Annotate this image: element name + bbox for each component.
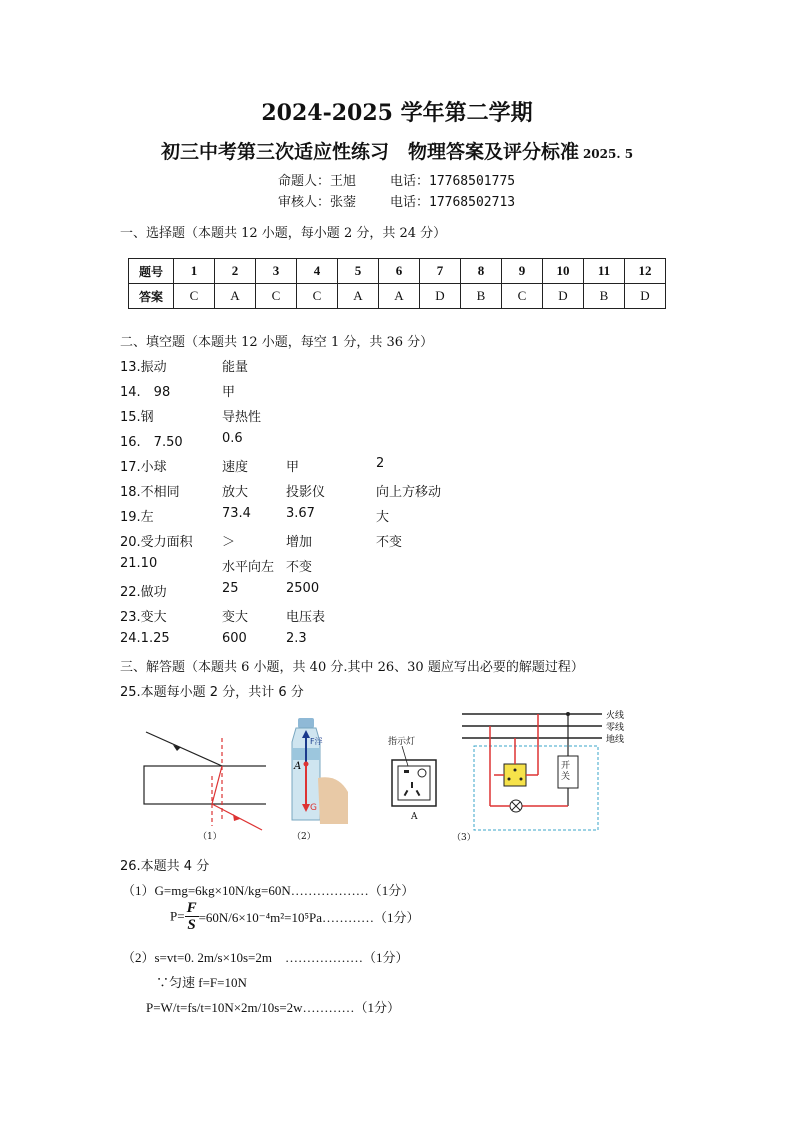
answer-cell: C [256,284,297,309]
fill-answer-first: 15.钢 [120,410,154,425]
fill-answer-blank: 投影仪 [286,485,326,500]
fill-answer-row [120,556,680,574]
fill-answer-row [120,406,680,424]
incident-ray [146,732,222,766]
fill-answer-blank: 变大 [222,610,249,625]
fill-answer-blank: 大 [376,510,390,525]
answer-cell: D [543,284,584,309]
reviewer-label: 审核人：张蓥 [278,195,357,210]
bottle-cap [298,718,314,728]
fill-answer-blank: 不变 [286,560,313,575]
answer-row-label: 答案 [129,284,174,309]
answer-cell: A [379,284,420,309]
fill-answer-row [120,431,680,449]
q26-p-left: P= [170,908,185,924]
neutral-label: 零线 [606,723,625,733]
indicator-led [404,770,409,773]
socket-caption: A [411,812,418,822]
year-tag: 2025. 5 [582,147,634,161]
author-phone: 电话：17768501775 [390,174,516,189]
fill-answer-blank: 不变 [376,535,403,550]
fill-answer-blank: 水平向左 [222,560,275,575]
fill-answer-blank: 甲 [222,385,236,400]
author-label: 命题人：王旭 [278,174,357,189]
circuit-figure [458,706,644,832]
switch-label: 开关 [561,761,571,782]
fill-answer-blank: ＞ [222,535,236,550]
socket-symbol [504,764,526,786]
live-label: 火线 [606,711,625,721]
fill-answer-row [120,531,680,549]
center-point [304,762,309,767]
fill-answer-blank: 速度 [222,460,249,475]
question-number-cell: 10 [543,259,584,284]
socket-hole-right [520,778,523,781]
fill-answer-row [120,356,680,374]
gravity-label: G [310,803,317,813]
section3-heading: 三、解答题（本题共 6 小题，共 40 分.其中 26、30 题应写出必要的解题过程） [120,660,584,675]
fill-answer-blank: 增加 [286,535,313,550]
fill-answer-row [120,456,680,474]
q25-heading: 25.本题每小题 2 分，共计 6 分 [120,685,304,700]
section2-heading: 二、填空题（本题共 12 小题，每空 1 分，共 36 分） [120,335,434,350]
q26-pressure-line [170,900,420,933]
pin-left [404,790,409,796]
section1-heading: 一、选择题（本题共 12 小题，每小题 2 分，共 24 分） [120,226,447,241]
question-row-label: 题号 [129,259,174,284]
answer-cell: A [338,284,379,309]
author-line [278,170,515,189]
fill-answer-first: 24.1.25 [120,631,170,646]
fill-answer-blank: 0.6 [222,431,243,446]
question-number-cell: 1 [174,259,215,284]
q26-p-right: =60N/6×10⁻⁴m²=10⁵Pa…………（1分） [198,910,420,925]
q26-step1: （1）G=mg=6kg×10N/kg=60N………………（1分） [122,883,415,898]
fill-answer-first: 22.做功 [120,585,167,600]
question-number-cell: 5 [338,259,379,284]
q26-step2: （2）s=vt=0. 2m/s×10s=2m ………………（1分） [122,950,409,965]
fill-answer-blank: 73.4 [222,506,251,521]
fig1-caption: （1） [198,832,222,842]
answer-table [128,258,666,309]
answer-cell: D [625,284,666,309]
fig2-caption: （2） [292,832,316,842]
fill-answer-row [120,381,680,399]
fill-answer-blank: 放大 [222,485,249,500]
fill-answer-blank: 2.3 [286,631,307,646]
fill-answer-blank: 3.67 [286,506,315,521]
dashed-box [474,746,598,830]
buoyancy-label: F浮 [310,737,323,746]
fill-answer-first: 18.不相同 [120,485,180,500]
q26-step3: ∵匀速 f=F=10N [156,975,247,990]
fill-answer-row [120,581,680,599]
fill-answer-first: 20.受力面积 [120,535,193,550]
fill-answer-blank: 导热性 [222,410,262,425]
question-number-cell: 2 [215,259,256,284]
answer-cell: C [502,284,543,309]
refraction-figure [136,728,266,840]
question-number-cell: 7 [420,259,461,284]
q26-step4: P=W/t=fs/t=10N×2m/10s=2w…………（1分） [146,1000,401,1015]
page-title: 2024-2025 学年第二学期 [261,100,533,126]
answer-cell: C [297,284,338,309]
fill-answer-first: 21.10 [120,556,158,571]
point-a-label: A [294,761,302,772]
question-number-cell: 11 [584,259,625,284]
subtitle-text: 初三中考第三次适应性练习 物理答案及评分标准 [160,141,579,163]
fill-answer-row [120,606,680,624]
fig3-caption: （3） [452,833,476,843]
q26-fraction [185,900,199,933]
pin-right [416,790,421,796]
question-number-cell: 8 [461,259,502,284]
fill-answer-blank: 2500 [286,581,320,596]
glass-block [144,766,266,804]
question-number-cell: 9 [502,259,543,284]
fill-answer-blank: 600 [222,631,247,646]
reviewer-line [278,191,515,210]
page-subtitle [0,137,794,164]
fill-answer-blank: 电压表 [286,610,326,625]
fill-answer-first: 13.振动 [120,360,167,375]
indicator-label: 指示灯 [388,737,416,747]
hand-shape [318,777,348,824]
indicator-pointer [402,746,408,766]
answer-cell: B [584,284,625,309]
ground-label: 地线 [606,735,625,745]
q26-heading: 26.本题共 4 分 [120,859,210,874]
fill-answer-row [120,631,680,649]
question-number-cell: 6 [379,259,420,284]
pin-top [411,782,413,788]
question-row [129,259,666,284]
fill-answer-first: 23.变大 [120,610,167,625]
question-number-cell: 4 [297,259,338,284]
question-number-cell: 3 [256,259,297,284]
fill-answer-row [120,481,680,499]
reviewer-phone: 电话：17768502713 [390,195,516,210]
fill-answer-blank: 2 [376,456,385,471]
fill-answer-first: 14. 98 [120,385,171,400]
refracted-ray [212,766,222,804]
fill-answer-blank: 25 [222,581,239,596]
socket-hole-left [508,778,511,781]
fill-answer-blank: 能量 [222,360,249,375]
fill-answer-blank: 甲 [286,460,300,475]
fill-answer-row [120,506,680,524]
fill-answer-first: 19.左 [120,510,154,525]
socket-figure [390,746,438,810]
q26-fraction-num: F [186,900,197,916]
answer-cell: B [461,284,502,309]
q26-fraction-den: S [187,917,196,933]
switch-knob-icon [418,769,426,777]
answer-cell: C [174,284,215,309]
socket-outer [392,760,436,806]
fill-answer-blank: 向上方移动 [376,485,442,500]
answer-cell: A [215,284,256,309]
fill-answer-first: 17.小球 [120,460,167,475]
buoyancy-figure [278,712,350,830]
fill-answer-first: 16. 7.50 [120,435,183,450]
socket-hole-top [514,769,517,772]
answer-row [129,284,666,309]
answer-cell: D [420,284,461,309]
question-number-cell: 12 [625,259,666,284]
